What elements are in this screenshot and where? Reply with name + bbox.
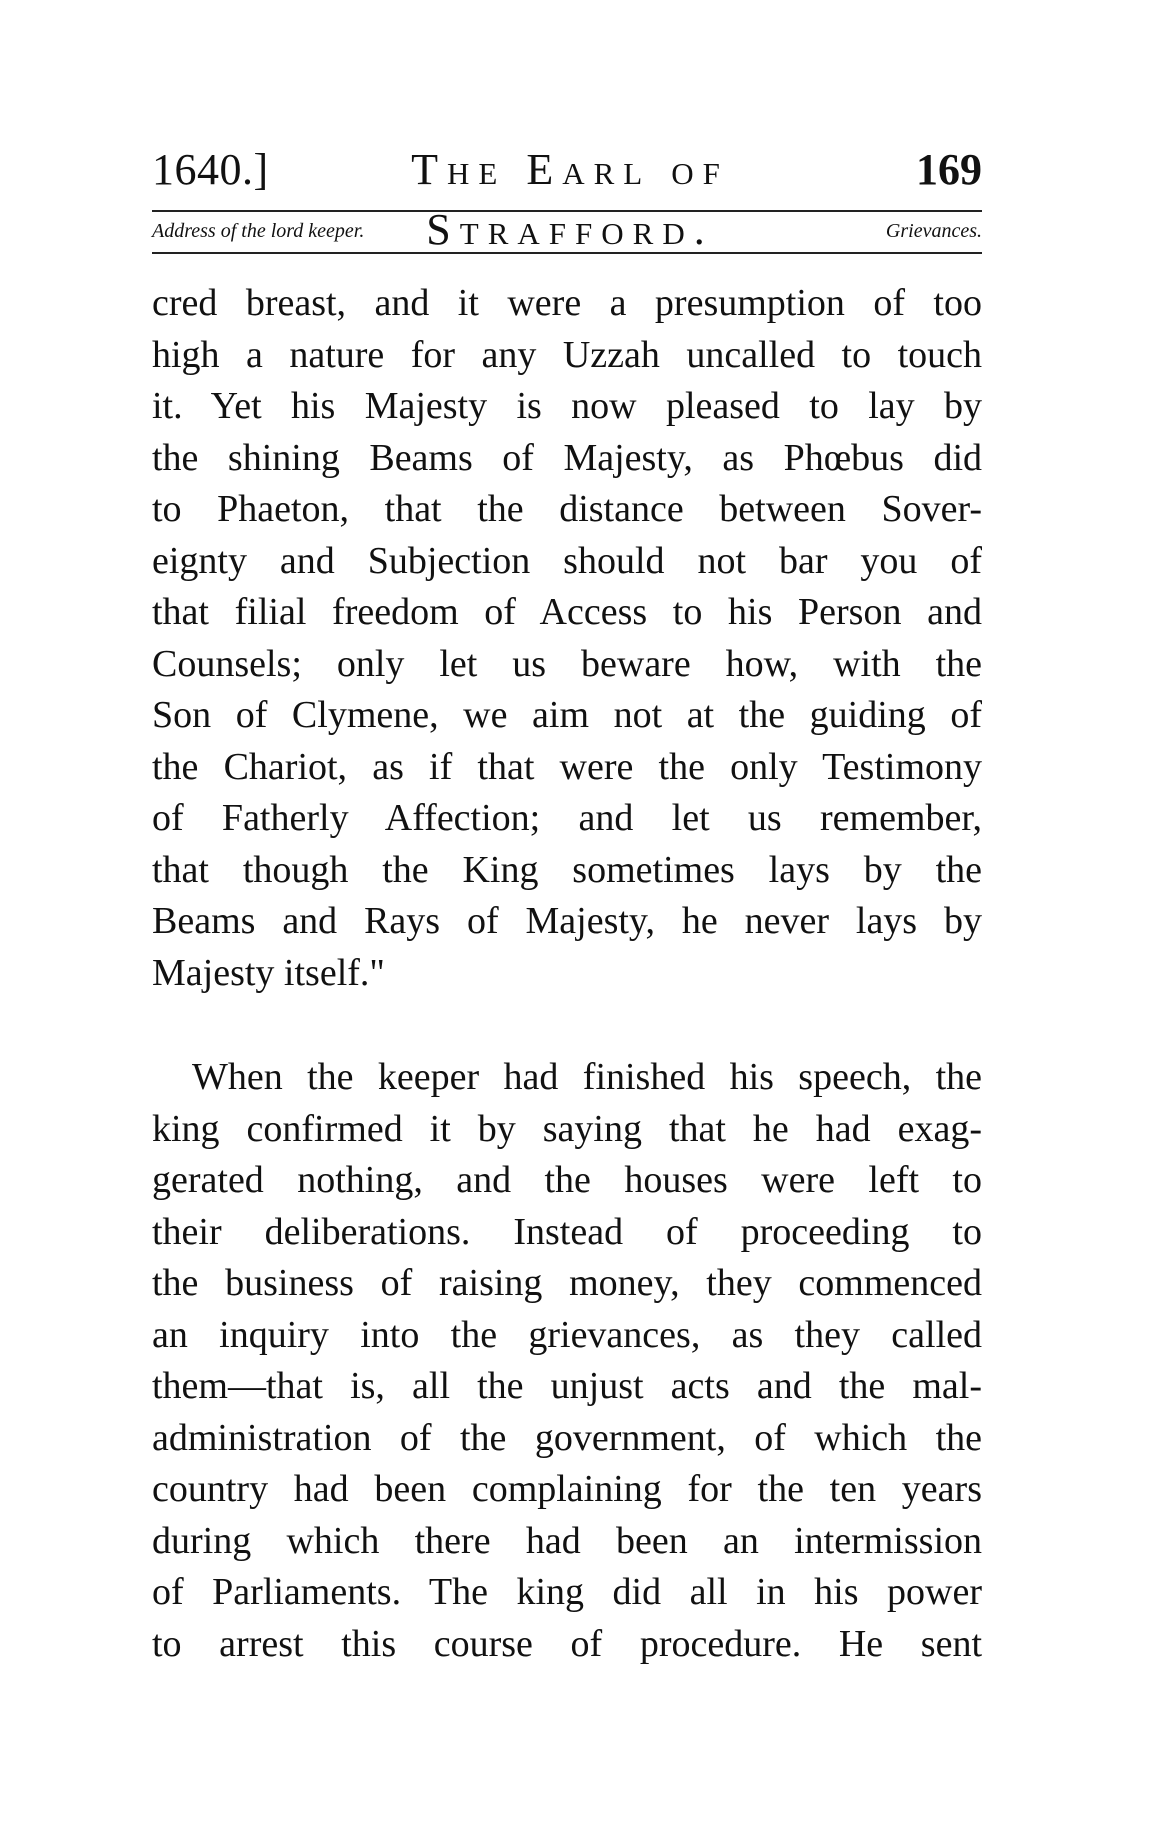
paragraph-2 (152, 1052, 982, 1670)
text-line: of Parliaments. The king did all in his power (152, 1571, 982, 1613)
text-line: Son of Clymene, we aim not at the guiding of (152, 694, 982, 736)
text-line: to arrest this course of procedure. He sent (152, 1622, 982, 1665)
text-line: cred breast, and it were a presumption of too (152, 282, 982, 324)
text-line: them—that is, all the unjust acts and the mal- (152, 1365, 982, 1407)
text-line: that filial freedom of Access to his Person and (152, 591, 982, 633)
text-line: Majesty itself." (152, 951, 385, 994)
text-line: country had been complaining for the ten years (152, 1468, 982, 1510)
text-line: it. Yet his Majesty is now pleased to lay by (152, 385, 982, 427)
text-line: the business of raising money, they commenced (152, 1262, 982, 1304)
text-line: that though the King sometimes lays by the (152, 848, 982, 891)
text-line: an inquiry into the grievances, as they called (152, 1313, 982, 1356)
text-line: Beams and Rays of Majesty, he never lays by (152, 900, 982, 942)
text-line: of Fatherly Affection; and let us remember, (152, 797, 982, 839)
subheader-left: Address of the lord keeper. (152, 220, 365, 242)
marginal-subheader (152, 210, 982, 254)
text-line: Counsels; only let us beware how, with the (152, 642, 982, 685)
text-line: king confirmed it by saying that he had exag- (152, 1107, 982, 1150)
text-line: gerated nothing, and the houses were left to (152, 1159, 982, 1201)
text-line: high a nature for any Uzzah uncalled to touch (152, 333, 982, 376)
text-line: the Chariot, as if that were the only Testimony (152, 745, 982, 788)
text-line: the shining Beams of Majesty, as Phœbus did (152, 436, 982, 479)
text-line: administration of the government, of which the (152, 1416, 982, 1459)
paragraph-1 (152, 278, 982, 999)
page-number: 169 (916, 145, 982, 194)
header-title: The Earl of Strafford. (411, 145, 729, 254)
text-line: eignty and Subjection should not bar you of (152, 539, 982, 582)
subheader-right: Grievances. (885, 220, 982, 242)
text-line: to Phaeton, that the distance between Sover- (152, 488, 982, 530)
text-line: during which there had been an intermission (152, 1519, 982, 1562)
text-line: When the keeper had finished his speech, the (192, 1056, 982, 1098)
header-year: 1640.] (152, 145, 269, 194)
text-line: their deliberations. Instead of proceeding to (152, 1210, 982, 1253)
